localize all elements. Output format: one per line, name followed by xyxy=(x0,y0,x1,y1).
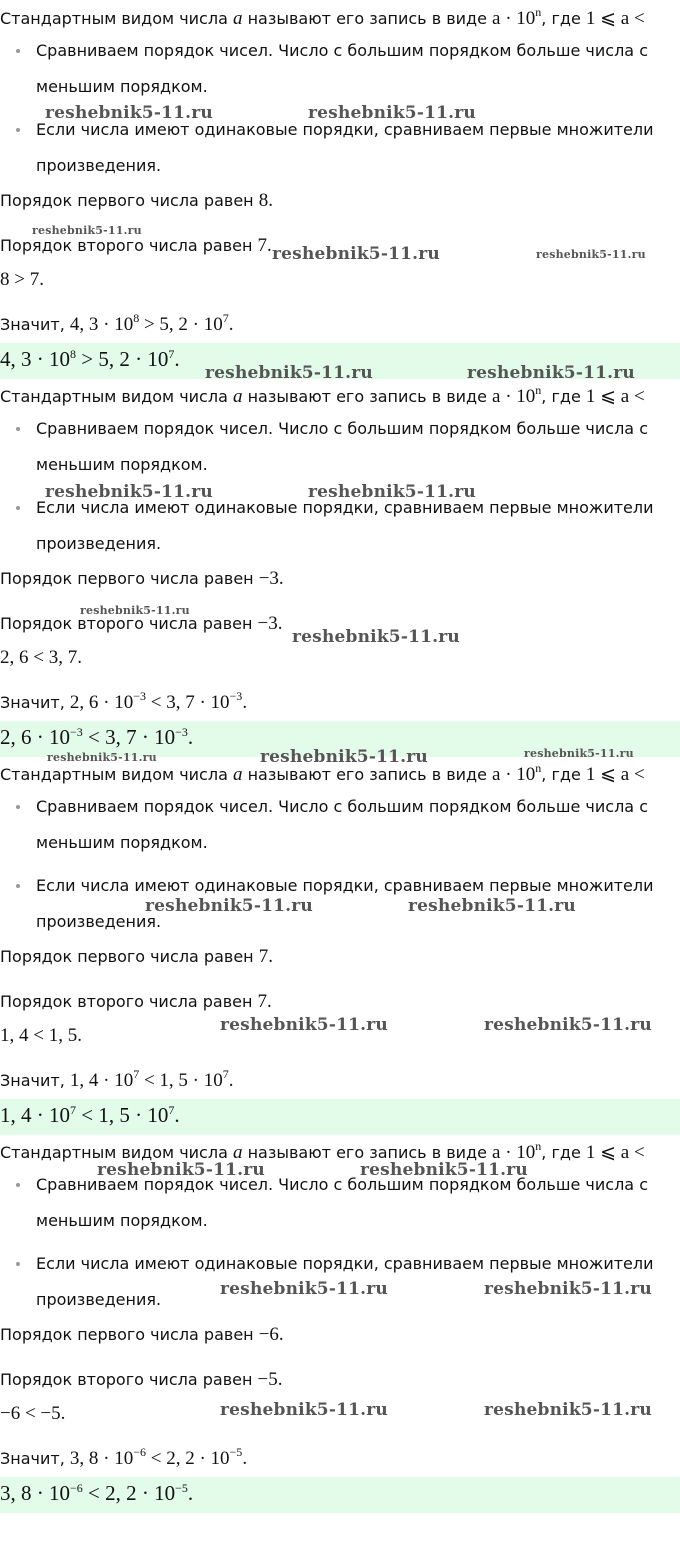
watermark: reshebnik5-11.ru xyxy=(308,103,476,123)
answer-text: 4, $3 \cdot 10^8 > 5$, $2 \cdot 10^7$. xyxy=(0,347,180,371)
first-order-line: Порядок первого числа равен −6. xyxy=(0,1324,284,1345)
watermark: reshebnik5-11.ru xyxy=(220,1279,388,1299)
watermark: reshebnik5-11.ru xyxy=(260,747,428,767)
watermark: reshebnik5-11.ru xyxy=(220,1015,388,1035)
bullet-2-line-1: Если числа имеют одинаковые порядки, сравниваем первые множители xyxy=(36,876,654,895)
rule-line: Стандартным видом числа a называют его запись в виде $a \cdot 10^n$, где 1 ⩽ a < xyxy=(0,5,645,29)
watermark: reshebnik5-11.ru xyxy=(32,224,142,237)
bullet-2-line-1: Если числа имеют одинаковые порядки, сравниваем первые множители xyxy=(36,498,654,517)
problem-2 xyxy=(0,378,680,758)
answer-text: 2, $6 \cdot 10^{-3} < 3$, $7 \cdot 10^{-3}$. xyxy=(0,725,194,749)
bullet-2-line-2: произведения. xyxy=(36,912,162,931)
bullet-dot xyxy=(16,427,20,431)
bullet-dot xyxy=(16,805,20,809)
bullet-1-line-2: меньшим порядком. xyxy=(36,77,208,96)
second-order-line: Порядок второго числа равен 7. xyxy=(0,235,272,256)
rule-line: Стандартным видом числа a называют его запись в виде $a \cdot 10^n$, где 1 ⩽ a < xyxy=(0,383,645,407)
bullet-2-line-1: Если числа имеют одинаковые порядки, сравниваем первые множители xyxy=(36,1254,654,1273)
bullet-dot xyxy=(16,128,20,132)
watermark: reshebnik5-11.ru xyxy=(272,244,440,264)
answer-box xyxy=(0,1099,680,1135)
problem-1 xyxy=(0,0,680,380)
bullet-1-line-1: Сравниваем порядок чисел. Число с большим порядком больше числа с xyxy=(36,41,648,60)
bullet-dot xyxy=(16,1262,20,1266)
second-order-line: Порядок второго числа равен −5. xyxy=(0,1369,283,1390)
bullet-1-line-2: меньшим порядком. xyxy=(36,833,208,852)
watermark: reshebnik5-11.ru xyxy=(308,482,476,502)
watermark: reshebnik5-11.ru xyxy=(45,103,213,123)
bullet-1-line-2: меньшим порядком. xyxy=(36,1211,208,1230)
watermark: reshebnik5-11.ru xyxy=(80,604,190,617)
bullet-2-line-2: произведения. xyxy=(36,1290,162,1309)
first-order-line: Порядок первого числа равен −3. xyxy=(0,568,284,589)
conclusion-line: Значит, 1, $4 \cdot 10^7 < 1$, $5 \cdot 10^7$. xyxy=(0,1067,234,1091)
watermark: reshebnik5-11.ru xyxy=(467,363,635,383)
answer-box xyxy=(0,1477,680,1513)
problem-3 xyxy=(0,756,680,1136)
watermark: reshebnik5-11.ru xyxy=(484,1279,652,1299)
watermark: reshebnik5-11.ru xyxy=(145,896,313,916)
bullet-2-line-2: произведения. xyxy=(36,156,162,175)
watermark: reshebnik5-11.ru xyxy=(484,1400,652,1420)
conclusion-line: Значит, 2, $6 \cdot 10^{-3} < 3$, $7 \cdot 10^{-3}$. xyxy=(0,689,248,713)
first-order-line: Порядок первого числа равен 7. xyxy=(0,946,273,967)
watermark: reshebnik5-11.ru xyxy=(205,363,373,383)
watermark: reshebnik5-11.ru xyxy=(484,1015,652,1035)
answer-text: 3, $8 \cdot 10^{-6} < 2$, $2 \cdot 10^{-5}$. xyxy=(0,1481,194,1505)
compare-line: 8 > 7. xyxy=(0,269,44,290)
first-order-line: Порядок первого числа равен 8. xyxy=(0,190,273,211)
bullet-1-line-1: Сравниваем порядок чисел. Число с большим порядком больше числа с xyxy=(36,797,648,816)
rule-line: Стандартным видом числа a называют его запись в виде $a \cdot 10^n$, где 1 ⩽ a < xyxy=(0,1139,645,1163)
watermark: reshebnik5-11.ru xyxy=(47,751,157,764)
second-order-line: Порядок второго числа равен 7. xyxy=(0,991,272,1012)
compare-line: −6 < −5. xyxy=(0,1403,66,1424)
second-order-line: Порядок второго числа равен −3. xyxy=(0,613,283,634)
bullet-2-line-1: Если числа имеют одинаковые порядки, сравниваем первые множители xyxy=(36,120,654,139)
bullet-dot xyxy=(16,884,20,888)
watermark: reshebnik5-11.ru xyxy=(524,747,634,760)
bullet-2-line-2: произведения. xyxy=(36,534,162,553)
watermark: reshebnik5-11.ru xyxy=(97,1160,265,1180)
watermark: reshebnik5-11.ru xyxy=(220,1400,388,1420)
watermark: reshebnik5-11.ru xyxy=(408,896,576,916)
watermark: reshebnik5-11.ru xyxy=(360,1160,528,1180)
answer-text: 1, $4 \cdot 10^7 < 1$, $5 \cdot 10^7$. xyxy=(0,1103,180,1127)
watermark: reshebnik5-11.ru xyxy=(45,482,213,502)
bullet-dot xyxy=(16,49,20,53)
bullet-dot xyxy=(16,1183,20,1187)
bullet-1-line-1: Сравниваем порядок чисел. Число с большим порядком больше числа с xyxy=(36,419,648,438)
conclusion-line: Значит, 4, $3 \cdot 10^8 > 5$, $2 \cdot 10^7$. xyxy=(0,311,234,335)
bullet-1-line-1: Сравниваем порядок чисел. Число с большим порядком больше числа с xyxy=(36,1175,648,1194)
problem-4 xyxy=(0,1134,680,1524)
rule-line: Стандартным видом числа a называют его запись в виде $a \cdot 10^n$, где 1 ⩽ a < xyxy=(0,761,645,785)
bullet-dot xyxy=(16,506,20,510)
compare-line: 2, 6 < 3, 7. xyxy=(0,647,82,668)
conclusion-line: Значит, 3, $8 \cdot 10^{-6} < 2$, $2 \cdot 10^{-5}$. xyxy=(0,1445,248,1469)
watermark: reshebnik5-11.ru xyxy=(292,627,460,647)
bullet-1-line-2: меньшим порядком. xyxy=(36,455,208,474)
compare-line: 1, 4 < 1, 5. xyxy=(0,1025,82,1046)
watermark: reshebnik5-11.ru xyxy=(536,248,646,261)
